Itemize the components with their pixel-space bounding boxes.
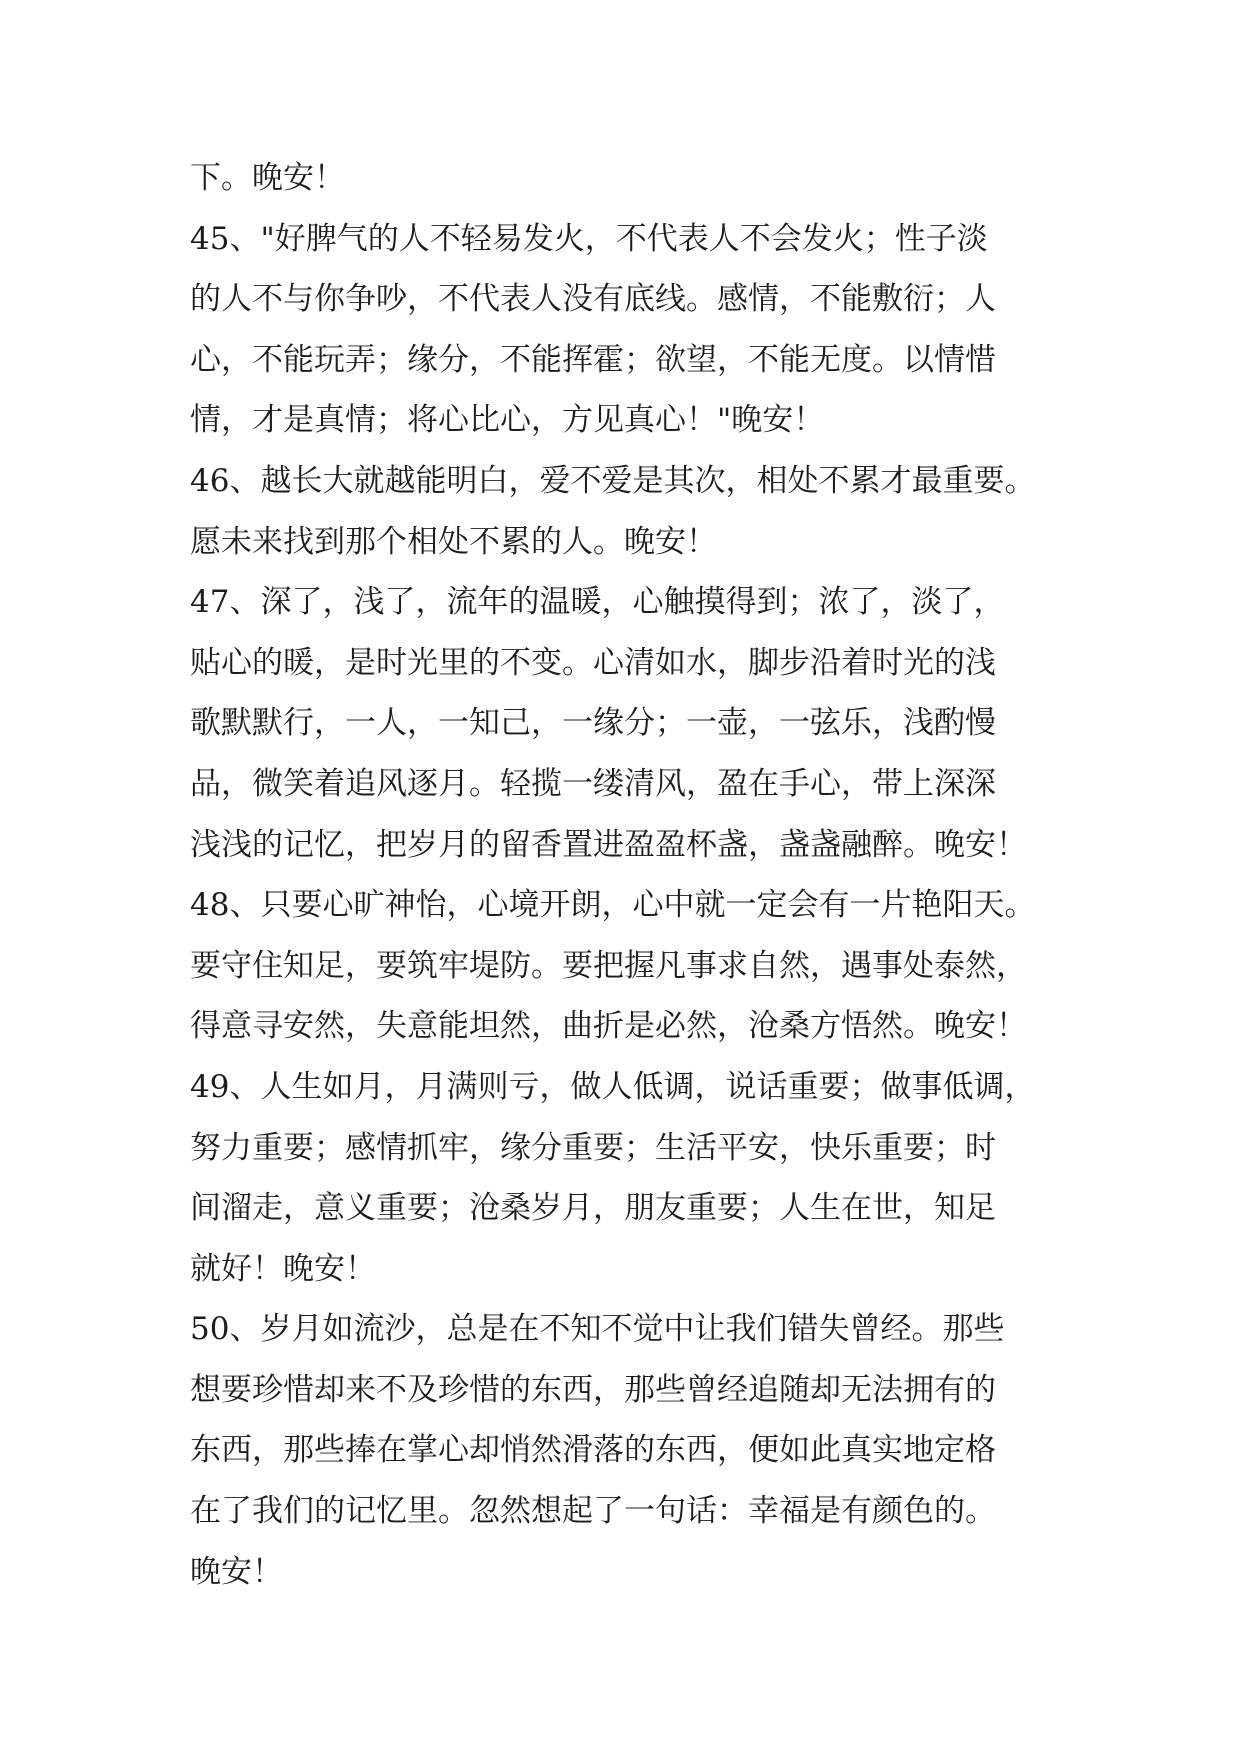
text-line: 50、岁月如流沙，总是在不知不觉中让我们错失曾经。那些 [190,1311,1005,1348]
document-body [190,148,1060,1602]
text-line: 下。晚安！ [190,160,345,196]
text-line: 得意寻安然，失意能坦然，曲折是必然，沧桑方悟然。晚安！ [190,1008,1027,1045]
text-line: 就好！晚安！ [190,1250,376,1287]
text-line: 心，不能玩弄；缘分，不能挥霍；欲望，不能无度。以情惜 [190,341,996,378]
text-line: 情，才是真情；将心比心，方见真心！"晚安！ [190,402,825,439]
text-line: 东西，那些捧在掌心却悄然滑落的东西，便如此真实地定格 [190,1432,996,1469]
text-line: 想要珍惜却来不及珍惜的东西，那些曾经追随却无法拥有的 [190,1371,996,1408]
text-line: 46、越长大就越能明白，爱不爱是其次，相处不累才最重要。 [190,462,1036,499]
text-line: 49、人生如月，月满则亏，做人低调，说话重要；做事低调， [190,1068,1036,1105]
text-line: 浅浅的记忆，把岁月的留香置进盈盈杯盏，盏盏融醉。晚安！ [190,826,1027,863]
text-line: 愿未来找到那个相处不累的人。晚安！ [190,523,717,560]
text-line: 45、"好脾气的人不轻易发火，不代表人不会发火；性子淡 [190,220,988,257]
text-line: 歌默默行，一人，一知己，一缘分；一壶，一弦乐，浅酌慢 [190,705,996,742]
text-line: 晚安！ [190,1553,283,1590]
text-line: 的人不与你争吵，不代表人没有底线。感情，不能敷衍；人 [190,281,996,318]
text-line: 间溜走，意义重要；沧桑岁月，朋友重要；人生在世，知足 [190,1190,996,1227]
text-line: 在了我们的记忆里。忽然想起了一句话：幸福是有颜色的。 [190,1493,996,1530]
text-line: 贴心的暖，是时光里的不变。心清如水，脚步沿着时光的浅 [190,644,996,681]
text-line: 48、只要心旷神怡，心境开朗，心中就一定会有一片艳阳天。 [190,887,1036,924]
text-line: 努力重要；感情抓牢，缘分重要；生活平安，快乐重要；时 [190,1129,996,1166]
text-line: 品，微笑着追风逐月。轻揽一缕清风，盈在手心，带上深深 [190,765,996,802]
text-line: 要守住知足，要筑牢堤防。要把握凡事求自然，遇事处泰然， [190,947,1027,984]
text-line: 47、深了，浅了，流年的温暖，心触摸得到；浓了，淡了， [190,584,1005,621]
